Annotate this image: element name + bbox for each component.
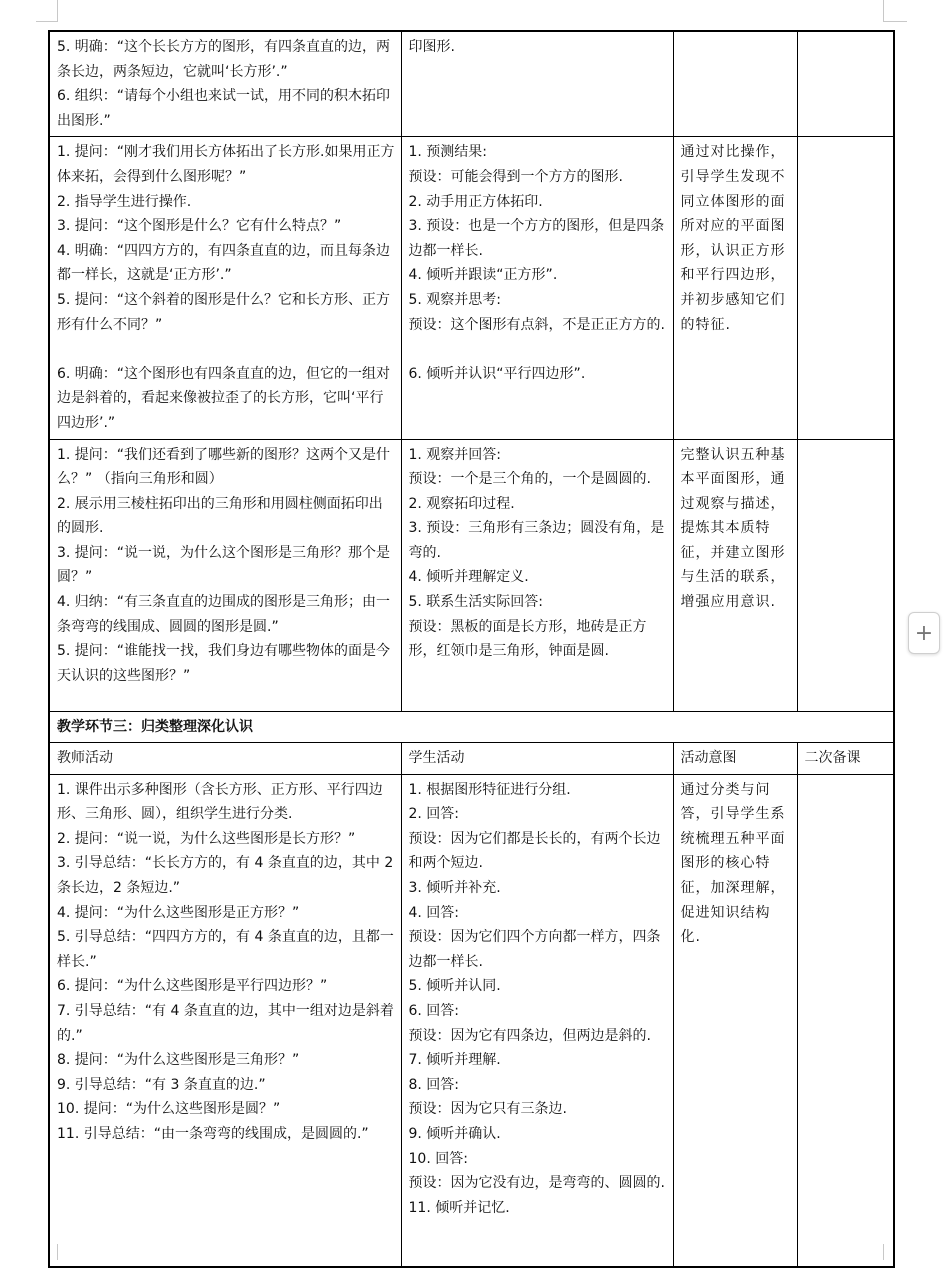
student-activity-cell [401, 774, 673, 1267]
text-line: 3. 提问：“说一说，为什么这个图形是三角形？那个是圆？” [57, 544, 391, 586]
second-prep-cell [797, 774, 894, 1267]
second-prep-cell [797, 31, 894, 137]
text-line: 预设：因为它们四个方向都一样方，四条边都一样长. [408, 929, 661, 970]
intent-cell [673, 439, 797, 711]
text-line: 9. 引导总结：“有 3 条直直的边.” [57, 1076, 266, 1093]
lesson-plan-table [48, 30, 895, 1268]
text-line: 1. 根据图形特征进行分组. [408, 781, 571, 798]
intent-cell [673, 31, 797, 137]
text-line: 3. 倾听并补充. [408, 880, 501, 897]
page-corner-mark [883, 0, 884, 22]
header-second-prep: 二次备课 [797, 743, 894, 775]
text-line: 预设：可能会得到一个方方的图形. [408, 168, 623, 185]
page-corner-mark [36, 21, 58, 22]
text-line: 预设：因为它们都是长长的，有两个长边和两个短边. [408, 830, 661, 872]
text-line: 6. 明确：“这个图形也有四条直直的边，但它的一组对边是斜着的，看起来像被拉歪了的长方形，它叫‘平行四边形’.” [57, 365, 391, 431]
text-line: 预设：因为它没有边，是弯弯的、圆圆的. [408, 1175, 665, 1192]
text-line: 3. 预设：三角形有三条边；圆没有角，是弯的. [408, 520, 665, 561]
text-line: 2. 回答: [408, 806, 460, 823]
section-title-row [49, 711, 894, 743]
text-line: 7. 引导总结：“有 4 条直直的边，其中一组对边是斜着的.” [57, 1003, 394, 1044]
text-line: 10. 提问：“为什么这些图形是圆？” [57, 1101, 281, 1118]
blank-line [57, 337, 395, 362]
teacher-activity-cell [49, 31, 401, 137]
table-row [49, 774, 894, 1267]
text-line: 4. 倾听并理解定义. [408, 569, 529, 586]
text-line: 4. 归纳：“有三条直直的边围成的图形是三角形；由一条弯弯的线围成、圆圆的图形是圆.” [57, 594, 391, 635]
teacher-activity-cell [49, 774, 401, 1267]
text-line: 预设：这个图形有点斜，不是正正方方的. [408, 316, 665, 333]
text-line: 2. 观察拓印过程. [408, 495, 515, 512]
text-line: 11. 倾听并记忆. [408, 1199, 510, 1216]
text-line: 印图形. [408, 39, 455, 55]
text-line: 6. 倾听并认识“平行四边形”. [408, 365, 586, 382]
text-line: 4. 提问：“为什么这些图形是正方形？” [57, 904, 300, 921]
text-line: 1. 提问：“我们还看到了哪些新的图形？这两个又是什么？” （指向三角形和圆） [57, 446, 391, 488]
text-line: 6. 组织：“请每个小组也来试一试，用不同的积木拓印出图形.” [57, 88, 391, 129]
text-line: 1. 提问：“刚才我们用长方体拓出了长方形.如果用正方体来拓，会得到什么图形呢？” [57, 144, 395, 185]
text-line: 4. 明确：“四四方方的，有四条直直的边，而且每条边都一样长，这就是‘正方形’.” [57, 242, 391, 284]
text-line: 3. 引导总结：“长长方方的，有 4 条直直的边，其中 2 条长边，2 条短边.” [57, 855, 394, 897]
intent-cell [673, 137, 797, 439]
text-line: 11. 引导总结：“由一条弯弯的线围成，是圆圆的.” [57, 1126, 369, 1142]
section-title: 教学环节三：归类整理深化认识 [49, 711, 894, 743]
page-corner-mark [883, 21, 907, 22]
text-line: 5. 提问：“谁能找一找，我们身边有哪些物体的面是今天认识的这些图形？” [57, 643, 391, 684]
student-activity-cell [401, 439, 673, 711]
text-line: 4. 回答: [408, 904, 460, 921]
text-line: 5. 联系生活实际回答: [408, 594, 544, 611]
text-line: 2. 展示用三棱柱拓印出的三角形和用圆柱侧面拓印出的圆形. [57, 495, 383, 537]
intent-text: 通过对比操作，引导学生发现不同立体图形的面所对应的平面图形，认识正方形和平行四边形，并初步感知它们的特征. [680, 144, 786, 333]
text-line: 5. 倾听并认同. [408, 978, 501, 995]
text-line: 5. 引导总结：“四四方方的，有 4 条直直的边，且都一样长.” [57, 929, 394, 970]
table-row [49, 137, 894, 439]
text-line: 4. 倾听并跟读“正方形”. [408, 267, 558, 284]
intent-text: 完整认识五种基本平面图形，通过观察与描述，提炼其本质特征，并建立图形与生活的联系，增强应用意识. [680, 446, 786, 611]
add-button[interactable] [908, 612, 940, 654]
text-line: 5. 明确：“这个长长方方的图形，有四条直直的边，两条长边，两条短边，它就叫‘长方形’.” [57, 39, 391, 80]
text-line: 预设：因为它有四条边，但两边是斜的. [408, 1027, 651, 1044]
student-activity-cell [401, 137, 673, 439]
text-line: 3. 提问：“这个图形是什么？它有什么特点？” [57, 218, 342, 235]
second-prep-cell [797, 137, 894, 439]
text-line: 6. 提问：“为什么这些图形是平行四边形？” [57, 978, 328, 995]
text-line: 预设：黑板的面是长方形，地砖是正方形，红领巾是三角形，钟面是圆. [408, 618, 647, 660]
text-line: 6. 回答: [408, 1003, 460, 1020]
text-line: 3. 预设：也是一个方方的图形，但是四条边都一样长. [408, 218, 665, 259]
blank-line [409, 337, 667, 362]
teacher-activity-cell [49, 439, 401, 711]
text-line: 1. 预测结果: [408, 144, 488, 161]
table-row [49, 31, 894, 137]
text-line: 1. 课件出示多种图形（含长方形、正方形、平行四边形、三角形、圆），组织学生进行分类. [57, 781, 383, 823]
text-line: 8. 回答: [408, 1076, 460, 1093]
page-corner-mark [57, 0, 58, 22]
header-activity-intent: 活动意图 [673, 743, 797, 775]
text-line: 2. 提问：“说一说，为什么这些图形是长方形？” [57, 830, 356, 847]
student-activity-cell [401, 31, 673, 137]
text-line: 5. 观察并思考: [408, 291, 502, 308]
text-line: 7. 倾听并理解. [408, 1052, 501, 1069]
text-line: 预设：一个是三个角的，一个是圆圆的. [408, 471, 651, 488]
text-line: 5. 提问：“这个斜着的图形是什么？它和长方形、正方形有什么不同？” [57, 291, 391, 333]
table-row [49, 439, 894, 711]
text-line: 2. 动手用正方体拓印. [408, 193, 543, 210]
header-student-activity: 学生活动 [401, 743, 673, 775]
plus-icon: + [914, 620, 934, 646]
text-line: 8. 提问：“为什么这些图形是三角形？” [57, 1052, 300, 1069]
intent-cell [673, 774, 797, 1267]
text-line: 1. 观察并回答: [408, 446, 502, 463]
text-line: 预设：因为它只有三条边. [408, 1101, 567, 1118]
teacher-activity-cell [49, 137, 401, 439]
text-line: 10. 回答: [408, 1150, 468, 1167]
text-line: 2. 指导学生进行操作. [57, 193, 192, 210]
text-line: 9. 倾听并确认. [408, 1126, 501, 1142]
header-teacher-activity: 教师活动 [49, 743, 401, 775]
second-prep-cell [797, 439, 894, 711]
intent-text: 通过分类与问答，引导学生系统梳理五种平面图形的核心特征，加深理解，促进知识结构化. [680, 781, 786, 946]
column-header-row [49, 743, 894, 775]
